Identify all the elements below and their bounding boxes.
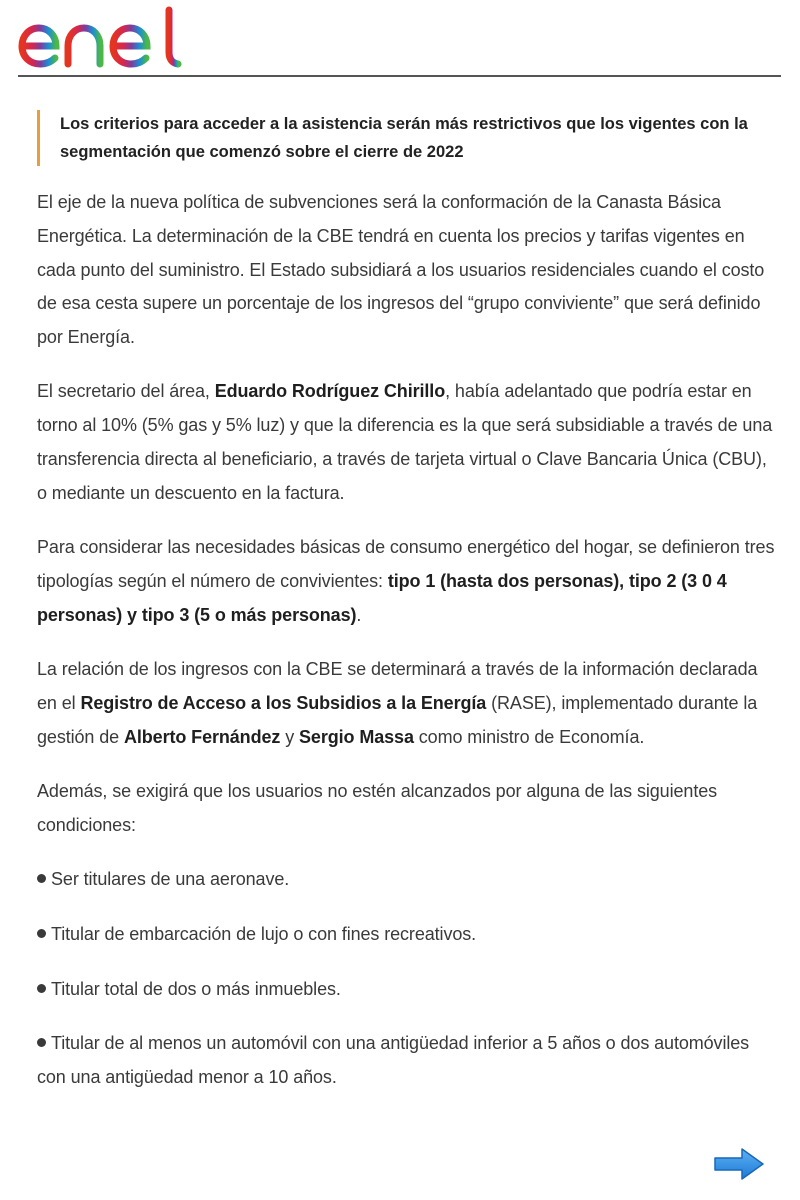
person-name-eduardo: Eduardo Rodríguez Chirillo [214,381,446,402]
bullet-icon [37,874,46,883]
bullet-icon [37,984,46,993]
person-name-sergio: Sergio Massa [299,726,414,747]
paragraph-1: El eje de la nueva política de subvenciones será la conformación de la Canasta Básica Energética. La determinación de la CBE tendrá en cuenta los precios y tarifas vigentes en cada punto del suministro. El Estado subsidiará a los usuarios residenciales cuando el costo de esa cesta supere un porcentaje de los ingresos del “grupo conviviente” que será definido por Energía. [37,192,765,348]
enel-logo-icon [18,6,183,68]
list-item-text: Titular de embarcación de lujo o con fines recreativos. [51,923,477,944]
paragraph-2 [37,375,777,510]
list-item [37,918,777,952]
paragraph-4-text-a: La relación de los ingresos con la CBE se determinará a través de la información declarada en el [37,659,758,713]
enel-logo[interactable] [18,6,183,73]
list-item [37,1027,777,1095]
paragraph-4 [37,653,777,754]
bullet-icon [37,929,46,938]
arrow-right-icon [712,1146,766,1182]
paragraph-2-text-b: , había adelantado que podría estar en torno al 10% (5% gas y 5% luz) y que la diferencia es la que será subsidiable a través de una transferencia directa al beneficiario, a través de tarjeta virtual o Clave Bancaria Única (CBU), o mediante un descuento en la factura. [37,381,773,503]
paragraph-3-text-b: . [356,604,362,625]
list-item-text: Titular total de dos o más inmuebles. [51,978,341,999]
article-callout [37,110,772,166]
list-item-text: Titular de al menos un automóvil con una antigüedad inferior a 5 años o dos automóviles con una antigüedad menor a 10 años. [37,1033,750,1088]
callout-text: Los criterios para acceder a la asistencia serán más restrictivos que los vigentes con la segmentación que comenzó sobre el cierre de 2022 [60,115,748,161]
paragraph-4-text-c: y [280,726,299,747]
paragraph-4-text-b: (RASE), implementado durante la gestión de [37,692,758,747]
list-item [37,973,777,1007]
article-body [37,186,777,1116]
site-header [18,0,781,77]
typologies-bold: tipo 1 (hasta dos personas), tipo 2 (3 0 4 personas) y tipo 3 (5 o más personas) [37,570,727,625]
bullet-icon [37,1038,46,1047]
list-item-text: Ser titulares de una aeronave. [51,869,290,890]
next-page-button[interactable] [712,1146,766,1182]
rase-bold: Registro de Acceso a los Subsidios a la Energía [80,692,487,713]
paragraph-3-text-a: Para considerar las necesidades básicas de consumo energético del hogar, se definieron tres tipologías según el número de convivientes: [37,537,775,591]
person-name-alberto: Alberto Fernández [123,726,281,747]
paragraph-4-text-d: como ministro de Economía. [413,726,645,747]
paragraph-5: Además, se exigirá que los usuarios no estén alcanzados por alguna de las siguientes condiciones: [37,780,718,835]
paragraph-3 [37,531,777,632]
paragraph-2-text-a: El secretario del área, [37,381,215,402]
list-item [37,863,777,897]
